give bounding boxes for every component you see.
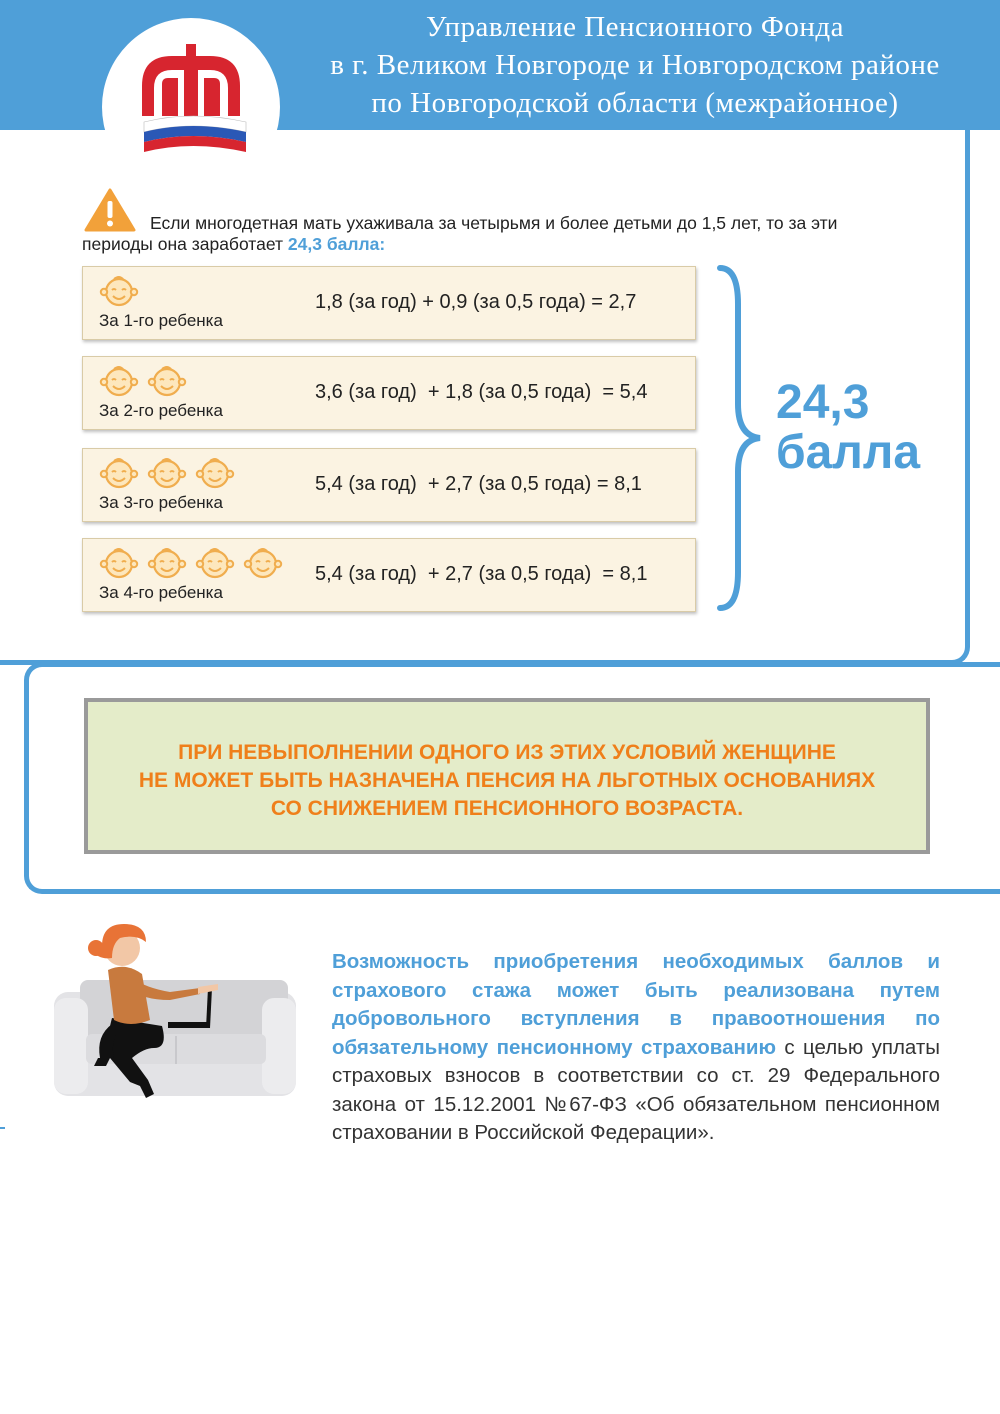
baby-face-icon: [193, 476, 241, 493]
edge-tick: [0, 1127, 5, 1129]
baby-faces: [97, 273, 145, 307]
baby-faces: [97, 455, 241, 489]
baby-faces: [97, 545, 289, 579]
baby-face-icon: [145, 384, 193, 401]
total-unit: балла: [776, 426, 921, 479]
warning-line: ПРИ НЕВЫПОЛНЕНИИ ОДНОГО ИЗ ЭТИХ УСЛОВИЙ ЖЕНЩИНЕ: [178, 741, 836, 764]
row-formula: 5,4 (за год) + 2,7 (за 0,5 года) = 8,1: [315, 563, 648, 585]
total-number: 24,3: [776, 376, 870, 429]
conditions-warning-box: [84, 698, 930, 854]
intro-text: [82, 213, 922, 255]
header-title-line: Управление Пенсионного Фонда: [426, 11, 844, 43]
bottom-rest: с целью уплаты страховых взносов в соответствии со ст. 29 Федерального закона от 15.12.2001 №67-ФЗ «Об обязательном пенсионном страховании в Российской Федерации».: [332, 1035, 940, 1144]
baby-face-icon: [97, 294, 145, 311]
warning-text: [88, 739, 926, 823]
baby-face-icon: [97, 566, 145, 583]
bottom-highlight: Возможность приобретения необходимых баллов и страхового стажа может быть реализована путем добровольного вступления в правоотношения по обязательному пенсионному страхованию: [332, 950, 940, 1059]
child-row-2: [82, 356, 696, 430]
baby-face-icon: [97, 384, 145, 401]
baby-face-icon: [145, 476, 193, 493]
row-formula: 1,8 (за год) + 0,9 (за 0,5 года) = 2,7: [315, 291, 637, 313]
row-formula: 5,4 (за год) + 2,7 (за 0,5 года) = 8,1: [315, 473, 642, 495]
row-label: За 2-го ребенка: [99, 401, 223, 420]
baby-face-icon: [241, 566, 289, 583]
baby-face-icon: [145, 566, 193, 583]
intro-line-2-highlight: 24,3 балла:: [287, 234, 386, 254]
header-title-line: в г. Великом Новгороде и Новгородском районе: [330, 49, 940, 81]
total-points: [776, 378, 920, 478]
intro-line-2-prefix: периоды она заработает: [82, 234, 288, 254]
row-label: За 1-го ребенка: [99, 311, 223, 330]
row-label: За 3-го ребенка: [99, 493, 223, 512]
row-label: За 4-го ребенка: [99, 583, 223, 602]
row-formula: 3,6 (за год) + 1,8 (за 0,5 года) = 5,4: [315, 381, 648, 403]
warning-line: СО СНИЖЕНИЕМ ПЕНСИОННОГО ВОЗРАСТА.: [270, 797, 744, 820]
bottom-paragraph: [332, 948, 940, 1148]
child-row-3: [82, 448, 696, 522]
woman-laptop-illustration: [50, 908, 300, 1113]
intro-line-1: Если многодетная мать ухаживала за четырьмя и более детьми до 1,5 лет, то за эти: [150, 213, 838, 233]
baby-face-icon: [97, 476, 145, 493]
baby-faces: [97, 363, 193, 397]
curly-brace-icon: [716, 264, 766, 619]
header-title: [270, 8, 1000, 122]
baby-face-icon: [193, 566, 241, 583]
warning-line: НЕ МОЖЕТ БЫТЬ НАЗНАЧЕНА ПЕНСИЯ НА ЛЬГОТНЫХ ОСНОВАНИЯХ: [138, 769, 876, 792]
child-row-4: [82, 538, 696, 612]
header-title-line: по Новгородской области (межрайонное): [371, 87, 899, 119]
child-row-1: [82, 266, 696, 340]
